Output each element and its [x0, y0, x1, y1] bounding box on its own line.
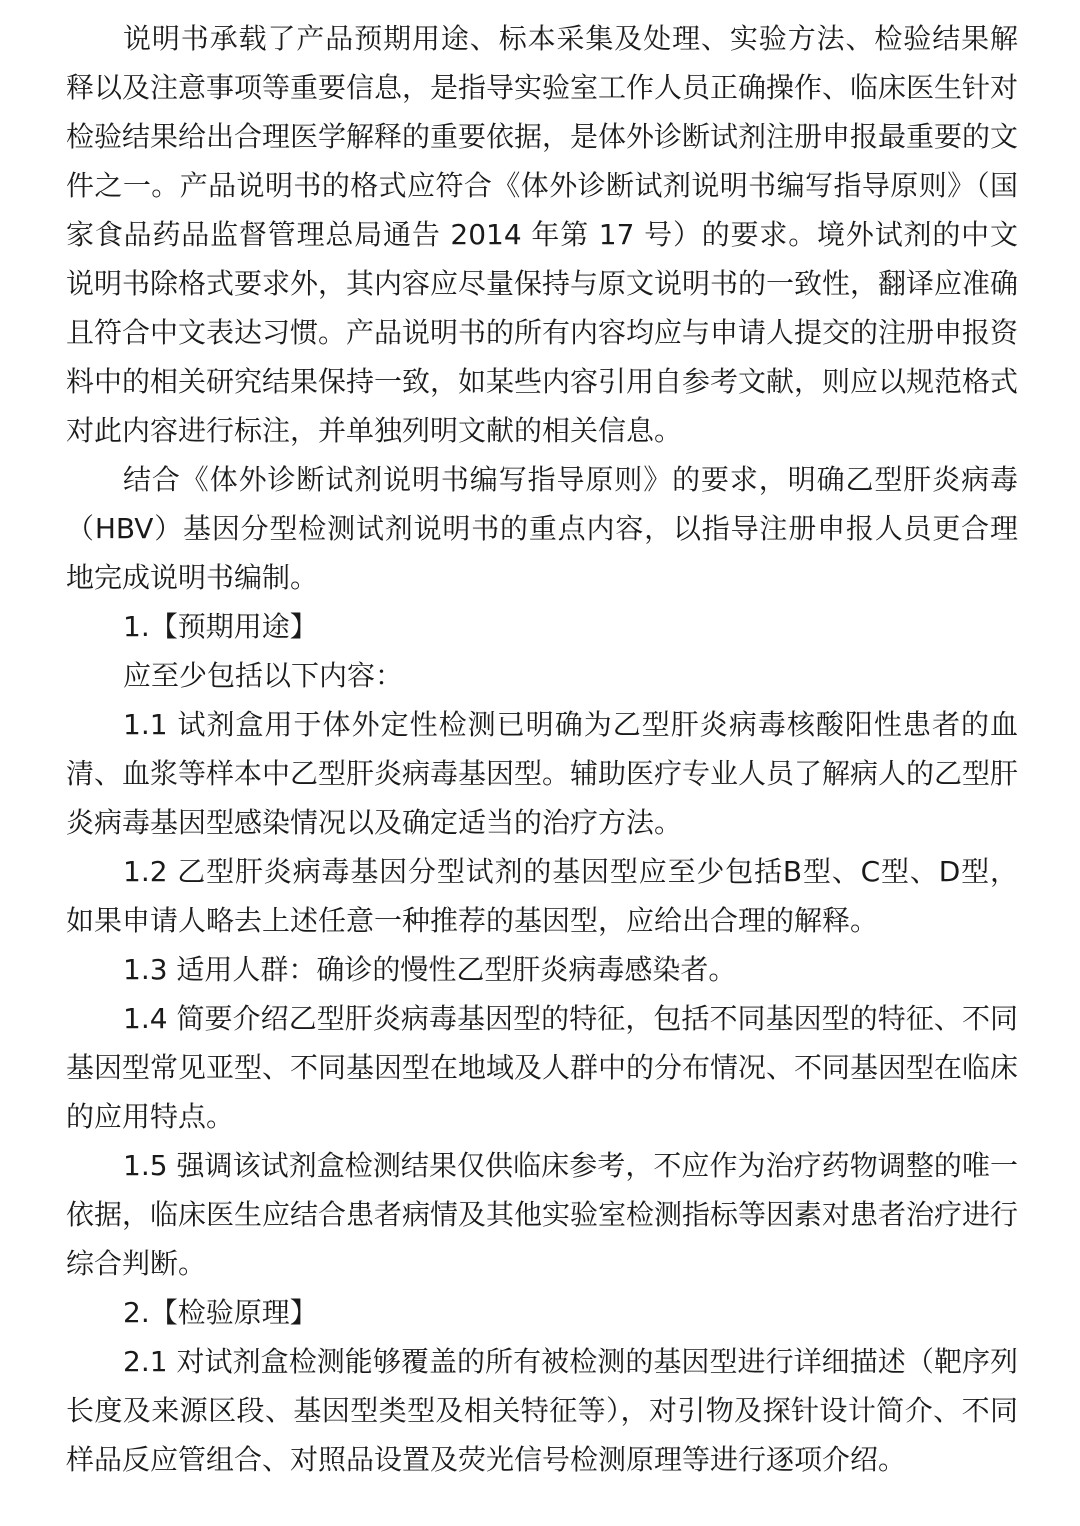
section-heading-intended-use: 1.【预期用途】: [123, 610, 318, 643]
list-item-1-3: 1.3 适用人群：确诊的慢性乙型肝炎病毒感染者。: [123, 953, 737, 986]
list-item-1-1: 1.1 试剂盒用于体外定性检测已明确为乙型肝炎病毒核酸阳性患者的血清、血浆等样本中乙型肝炎病毒基因型。辅助医疗专业人员了解病人的乙型肝炎病毒基因型感染情况以及确定适当的治疗方法。: [66, 708, 1019, 839]
intro-paragraph-2: 结合《体外诊断试剂说明书编写指导原则》的要求，明确乙型肝炎病毒（HBV）基因分型检测试剂说明书的重点内容，以指导注册申报人员更合理地完成说明书编制。: [66, 463, 1018, 594]
section-lead: 应至少包括以下内容：: [123, 659, 404, 692]
list-item-1-5: 1.5 强调该试剂盒检测结果仅供临床参考，不应作为治疗药物调整的唯一依据，临床医生应结合患者病情及其他实验室检测指标等因素对患者治疗进行综合判断。: [66, 1149, 1019, 1280]
section-heading-principle: 2.【检验原理】: [123, 1296, 318, 1329]
list-item-1-4: 1.4 简要介绍乙型肝炎病毒基因型的特征，包括不同基因型的特征、不同基因型常见亚型、不同基因型在地域及人群中的分布情况、不同基因型在临床的应用特点。: [66, 1002, 1019, 1133]
list-item-2-1: 2.1 对试剂盒检测能够覆盖的所有被检测的基因型进行详细描述（靶序列长度及来源区段、基因型类型及相关特征等），对引物及探针设计简介、不同样品反应管组合、对照品设置及荧光信号检测原理等进行逐项介绍。: [66, 1345, 1018, 1476]
list-item-1-2: 1.2 乙型肝炎病毒基因分型试剂的基因型应至少包括B型、C型、D型，如果申请人略去上述任意一种推荐的基因型，应给出合理的解释。: [66, 855, 1018, 937]
intro-paragraph-1: 说明书承载了产品预期用途、标本采集及处理、实验方法、检验结果解释以及注意事项等重要信息，是指导实验室工作人员正确操作、临床医生针对检验结果给出合理医学解释的重要依据，是体外诊断试剂注册申报最重要的文件之一。产品说明书的格式应符合《体外诊断试剂说明书编写指导原则》（国家食品药品监督管理总局通告 2014 年第 17 号）的要求。境外试剂的中文说明书除格式要求外，其内容应尽量保持与原文说明书的一致性，翻译应准确且符合中文表达习惯。产品说明书的所有内容均应与申请人提交的注册申报资料中的相关研究结果保持一致，如某些内容引用自参考文献，则应以规范格式对此内容进行标注，并单独列明文献的相关信息。: [66, 22, 1019, 447]
